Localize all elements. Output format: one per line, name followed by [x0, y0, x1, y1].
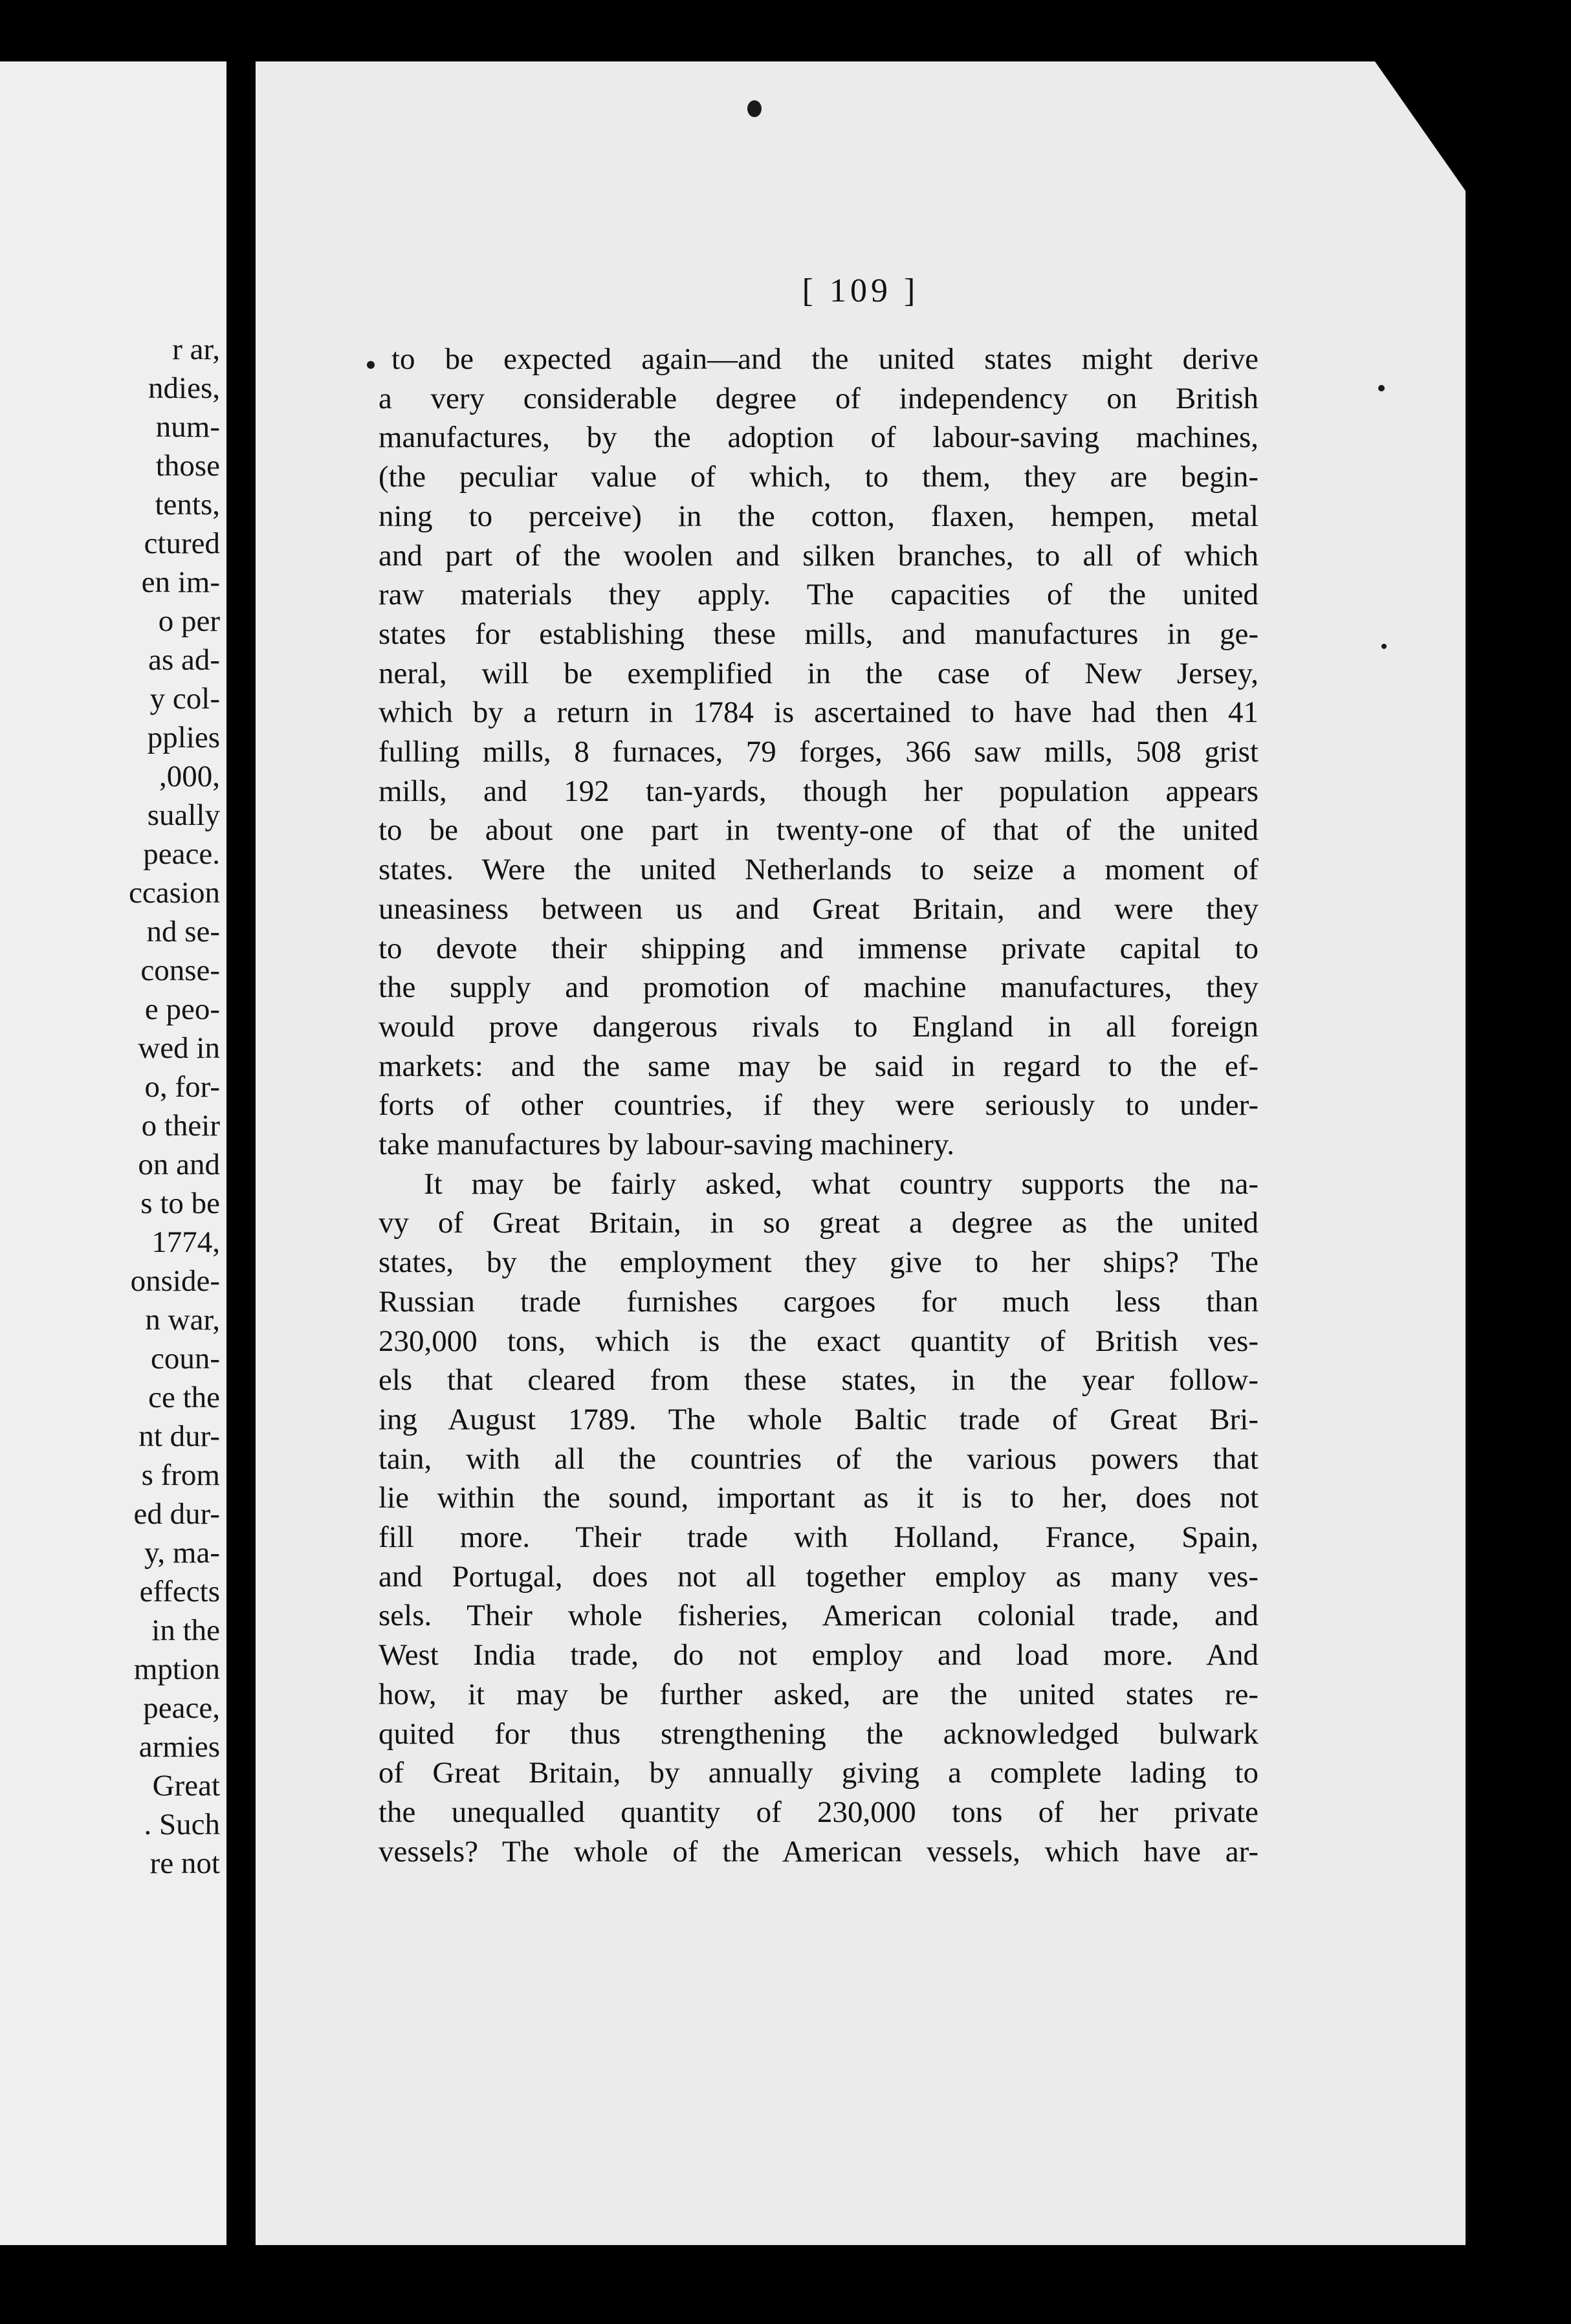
- left-page-line-fragment: nd se-: [146, 915, 220, 948]
- left-page-line-fragment: e peo-: [144, 992, 220, 1026]
- body-text-line: neral, will be exemplified in the case of New Jersey,: [379, 657, 1258, 690]
- left-page-line-fragment: peace,: [143, 1691, 220, 1725]
- body-text-line: states for establishing these mills, and manufactures in ge-: [379, 617, 1258, 651]
- page-gutter: [226, 0, 256, 2324]
- left-page-line-fragment: effects: [139, 1575, 220, 1608]
- body-text-line: markets: and the same may be said in regard to the ef-: [379, 1049, 1258, 1083]
- left-page-line-fragment: en im-: [141, 565, 220, 599]
- left-page-line-fragment: y, ma-: [144, 1536, 220, 1570]
- body-text-line: ning to perceive) in the cotton, flaxen, hempen, metal: [379, 499, 1258, 533]
- left-page-line-fragment: ed dur-: [133, 1497, 220, 1531]
- page-corner-shadow: [1375, 61, 1466, 191]
- body-text-line: fill more. Their trade with Holland, France, Spain,: [379, 1520, 1258, 1554]
- left-page-line-fragment: tents,: [155, 488, 220, 521]
- left-page-line-fragment: ccasion: [129, 876, 220, 910]
- body-text-line: and part of the woolen and silken branches, to all of which: [379, 539, 1258, 573]
- left-page-line-fragment: pplies: [147, 721, 220, 754]
- body-text-line: a very considerable degree of independency on British: [379, 382, 1258, 415]
- body-text-line: quited for thus strengthening the acknowledged bulwark: [379, 1717, 1258, 1751]
- ink-speck: [1381, 644, 1387, 649]
- left-page-line-fragment: o, for-: [144, 1070, 220, 1104]
- body-text-line: raw materials they apply. The capacities of the united: [379, 578, 1258, 611]
- left-page-line-fragment: o per: [158, 604, 220, 638]
- body-text-line: the supply and promotion of machine manufactures, they: [379, 970, 1258, 1004]
- left-page-line-fragment: s to be: [140, 1187, 220, 1220]
- body-text-line: 230,000 tons, which is the exact quantity of British ves-: [379, 1324, 1258, 1358]
- left-page-line-fragment: as ad-: [148, 643, 220, 677]
- left-page-line-fragment: ctured: [144, 527, 220, 560]
- left-page-line-fragment: Great: [152, 1769, 220, 1803]
- body-text-line: West India trade, do not employ and load more. And: [379, 1638, 1258, 1672]
- left-page-line-fragment: armies: [138, 1730, 220, 1764]
- left-page-line-fragment: nt dur-: [138, 1420, 220, 1453]
- left-page-line-fragment: sually: [147, 798, 220, 832]
- left-page-line-fragment: onside-: [130, 1264, 220, 1298]
- body-text-line: the unequalled quantity of 230,000 tons of her private: [379, 1795, 1258, 1829]
- body-text-line: forts of other countries, if they were seriously to under-: [379, 1088, 1258, 1122]
- body-text-line: would prove dangerous rivals to England in all foreign: [379, 1010, 1258, 1044]
- body-text-line: to devote their shipping and immense private capital to: [379, 932, 1258, 965]
- left-page-line-fragment: r ar,: [172, 333, 220, 366]
- body-text-line: tain, with all the countries of the various powers that: [379, 1442, 1258, 1476]
- left-page-line-fragment: ce the: [148, 1381, 220, 1414]
- left-page-line-fragment: in the: [151, 1614, 220, 1647]
- left-page-line-fragment: y col-: [149, 682, 220, 716]
- body-text-line: manufactures, by the adoption of labour-saving machines,: [379, 421, 1258, 454]
- page-number-header: [ 109 ]: [802, 272, 919, 309]
- body-text-line: vy of Great Britain, in so great a degree as the united: [379, 1206, 1258, 1240]
- body-text-line: vessels? The whole of the American vessels, which have ar-: [379, 1835, 1258, 1869]
- left-page-line-fragment: mption: [133, 1652, 220, 1686]
- left-page-line-fragment: . Such: [144, 1808, 220, 1841]
- left-page-line-fragment: ndies,: [148, 371, 220, 405]
- body-text-line: uneasiness between us and Great Britain, and were they: [379, 892, 1258, 926]
- ink-speck: [367, 361, 375, 369]
- ink-speck: [1378, 385, 1385, 391]
- left-page-line-fragment: re not: [149, 1847, 220, 1880]
- left-page-line-fragment: coun-: [150, 1342, 220, 1376]
- body-text-line: ing August 1789. The whole Baltic trade of Great Bri-: [379, 1403, 1258, 1436]
- body-text-line: It may be fairly asked, what country supports the na-: [424, 1167, 1258, 1201]
- left-page-line-fragment: those: [155, 449, 220, 483]
- body-text-line: take manufactures by labour-saving machinery.: [379, 1128, 954, 1161]
- body-text-line: and Portugal, does not all together employ as many ves-: [379, 1560, 1258, 1594]
- left-page-line-fragment: conse-: [140, 954, 220, 987]
- left-page-line-fragment: s from: [141, 1458, 220, 1492]
- body-text-line: of Great Britain, by annually giving a complete lading to: [379, 1756, 1258, 1790]
- left-page-line-fragment: wed in: [138, 1031, 220, 1065]
- left-page-line-fragment: num-: [155, 410, 220, 444]
- body-text-line: states. Were the united Netherlands to seize a moment of: [379, 853, 1258, 886]
- left-page-line-fragment: peace.: [143, 837, 220, 871]
- body-text-line: mills, and 192 tan-yards, though her population appears: [379, 774, 1258, 808]
- ink-speck: [747, 100, 762, 117]
- body-text-line: (the peculiar value of which, to them, they are begin-: [379, 460, 1258, 494]
- body-text-line: to be about one part in twenty-one of that of the united: [379, 813, 1258, 847]
- body-text-line: states, by the employment they give to her ships? The: [379, 1245, 1258, 1279]
- body-text-line: Russian trade furnishes cargoes for much less than: [379, 1285, 1258, 1319]
- body-text-line: which by a return in 1784 is ascertained to have had then 41: [379, 696, 1258, 729]
- left-page-line-fragment: n war,: [145, 1303, 220, 1337]
- body-text-line: els that cleared from these states, in the year follow-: [379, 1363, 1258, 1397]
- body-text-line: fulling mills, 8 furnaces, 79 forges, 366 saw mills, 508 grist: [379, 735, 1258, 769]
- right-page: [256, 61, 1466, 2245]
- body-text-line: lie within the sound, important as it is to her, does not: [379, 1481, 1258, 1515]
- left-page-line-fragment: 1774,: [151, 1225, 220, 1259]
- left-page: [0, 61, 226, 2245]
- body-text-line: how, it may be further asked, are the united states re-: [379, 1678, 1258, 1711]
- left-page-line-fragment: on and: [138, 1148, 220, 1181]
- body-text-line: to be expected again—and the united states might derive: [391, 342, 1258, 376]
- body-text-line: sels. Their whole fisheries, American colonial trade, and: [379, 1599, 1258, 1632]
- left-page-line-fragment: ,000,: [159, 760, 220, 793]
- left-page-line-fragment: o their: [141, 1109, 220, 1143]
